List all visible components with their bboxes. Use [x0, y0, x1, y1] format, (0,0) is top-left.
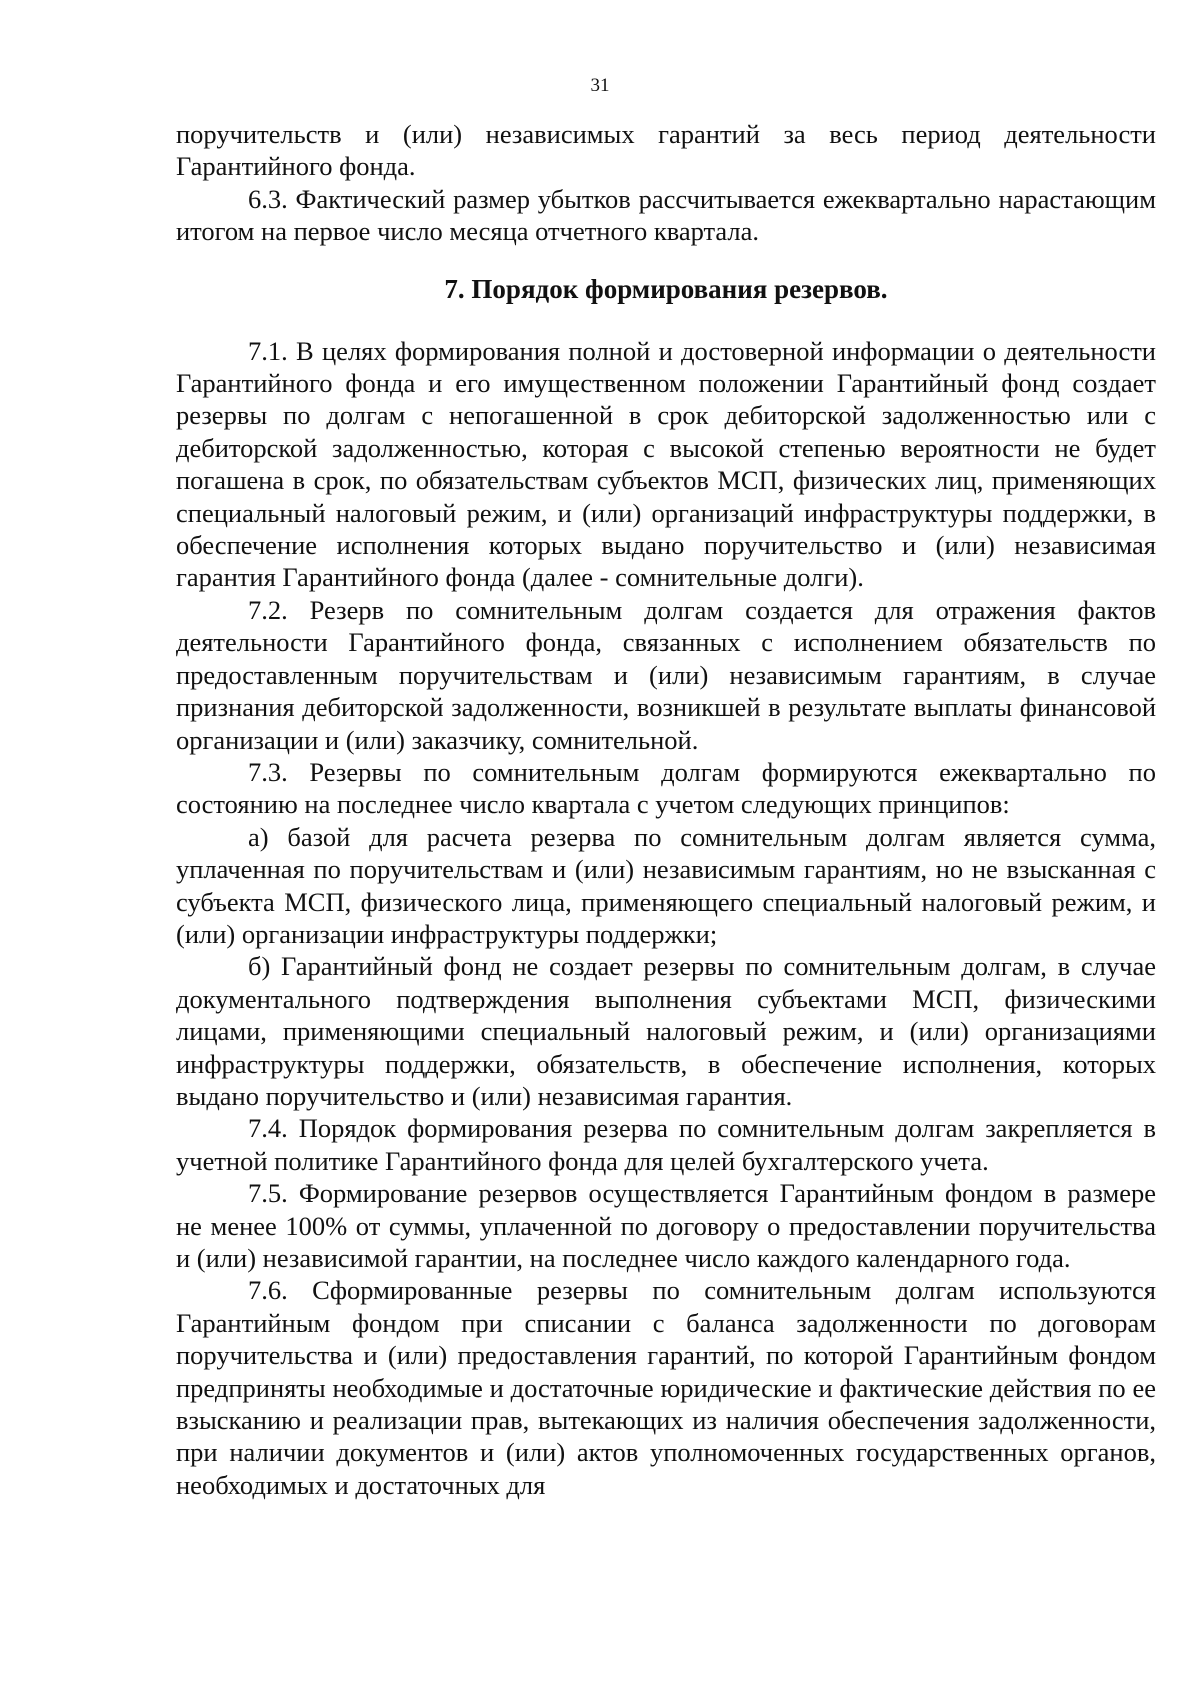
paragraph-7-3-b: б) Гарантийный фонд не создает резервы по сомнительным долгам, в случае документального подтверждения выполнения субъектами МСП, физическими лицами, применяющими специальный налоговый режим, и (или) организациями инфраструктуры поддержки, обязательств, в обеспечение исполнения, которых выдано поручительство и (или) независимая гарантия. [176, 951, 1156, 1111]
paragraph-7-6: 7.6. Сформированные резервы по сомнительным долгам используются Гарантийным фондом при списании с баланса задолженности по договорам поручительства и (или) предоставления гарантий, по которой Гарантийным фондом предприняты необходимые и достаточные юридические и фактические действия по ее взысканию и реализации прав, вытекающих из наличия обеспечения задолженности, при наличии документов и (или) актов уполномоченных государственных органов, необходимых и достаточных для [176, 1275, 1156, 1500]
paragraph-7-3-a: а) базой для расчета резерва по сомнительным долгам является сумма, уплаченная по поручительствам и (или) независимым гарантиям, но не взысканная с субъекта МСП, физического лица, применяющего специальный налоговый режим, и (или) организации инфраструктуры поддержки; [176, 821, 1156, 949]
section-heading-7: 7. Порядок формирования резервов. [444, 273, 888, 304]
document-body [176, 118, 1156, 1501]
paragraph-7-2: 7.2. Резерв по сомнительным долгам создается для отражения фактов деятельности Гарантийного фонда, связанных с исполнением обязательств по предоставленным поручительствам и (или) независимым гарантиям, в случае признания дебиторской задолженности, возникшей в результате выплаты финансовой организации и (или) заказчику, сомнительной. [176, 594, 1156, 755]
paragraph-6-3: 6.3. Фактический размер убытков рассчитывается ежеквартально нарастающим итогом на первое число месяца отчетного квартала. [176, 183, 1156, 247]
paragraph-7-4: 7.4. Порядок формирования резерва по сомнительным долгам закрепляется в учетной политике Гарантийного фонда для целей бухгалтерского учета. [176, 1113, 1156, 1176]
paragraph-7-1: 7.1. В целях формирования полной и достоверной информации о деятельности Гарантийного фонда и его имущественном положении Гарантийный фонд создает резервы по долгам с непогашенной в срок дебиторской задолженностью или с дебиторской задолженностью, которая с высокой степенью вероятности не будет погашена в срок, по обязательствам субъектов МСП, физических лиц, применяющих специальный налоговый режим, и (или) организаций инфраструктуры поддержки, в обеспечение исполнения которых выдано поручительство и (или) независимая гарантия Гарантийного фонда (далее - сомнительные долги). [176, 335, 1156, 593]
page-number: 31 [590, 75, 610, 96]
paragraph-continuation: поручительств и (или) независимых гарантий за весь период деятельности Гарантийного фонда. [176, 119, 1156, 182]
paragraph-7-3: 7.3. Резервы по сомнительным долгам формируются ежеквартально по состоянию на последнее число квартала с учетом следующих принципов: [176, 756, 1156, 820]
paragraph-7-5: 7.5. Формирование резервов осуществляется Гарантийным фондом в размере не менее 100% от суммы, уплаченной по договору о предоставлении поручительства и (или) независимой гарантии, на последнее число каждого календарного года. [176, 1178, 1156, 1273]
